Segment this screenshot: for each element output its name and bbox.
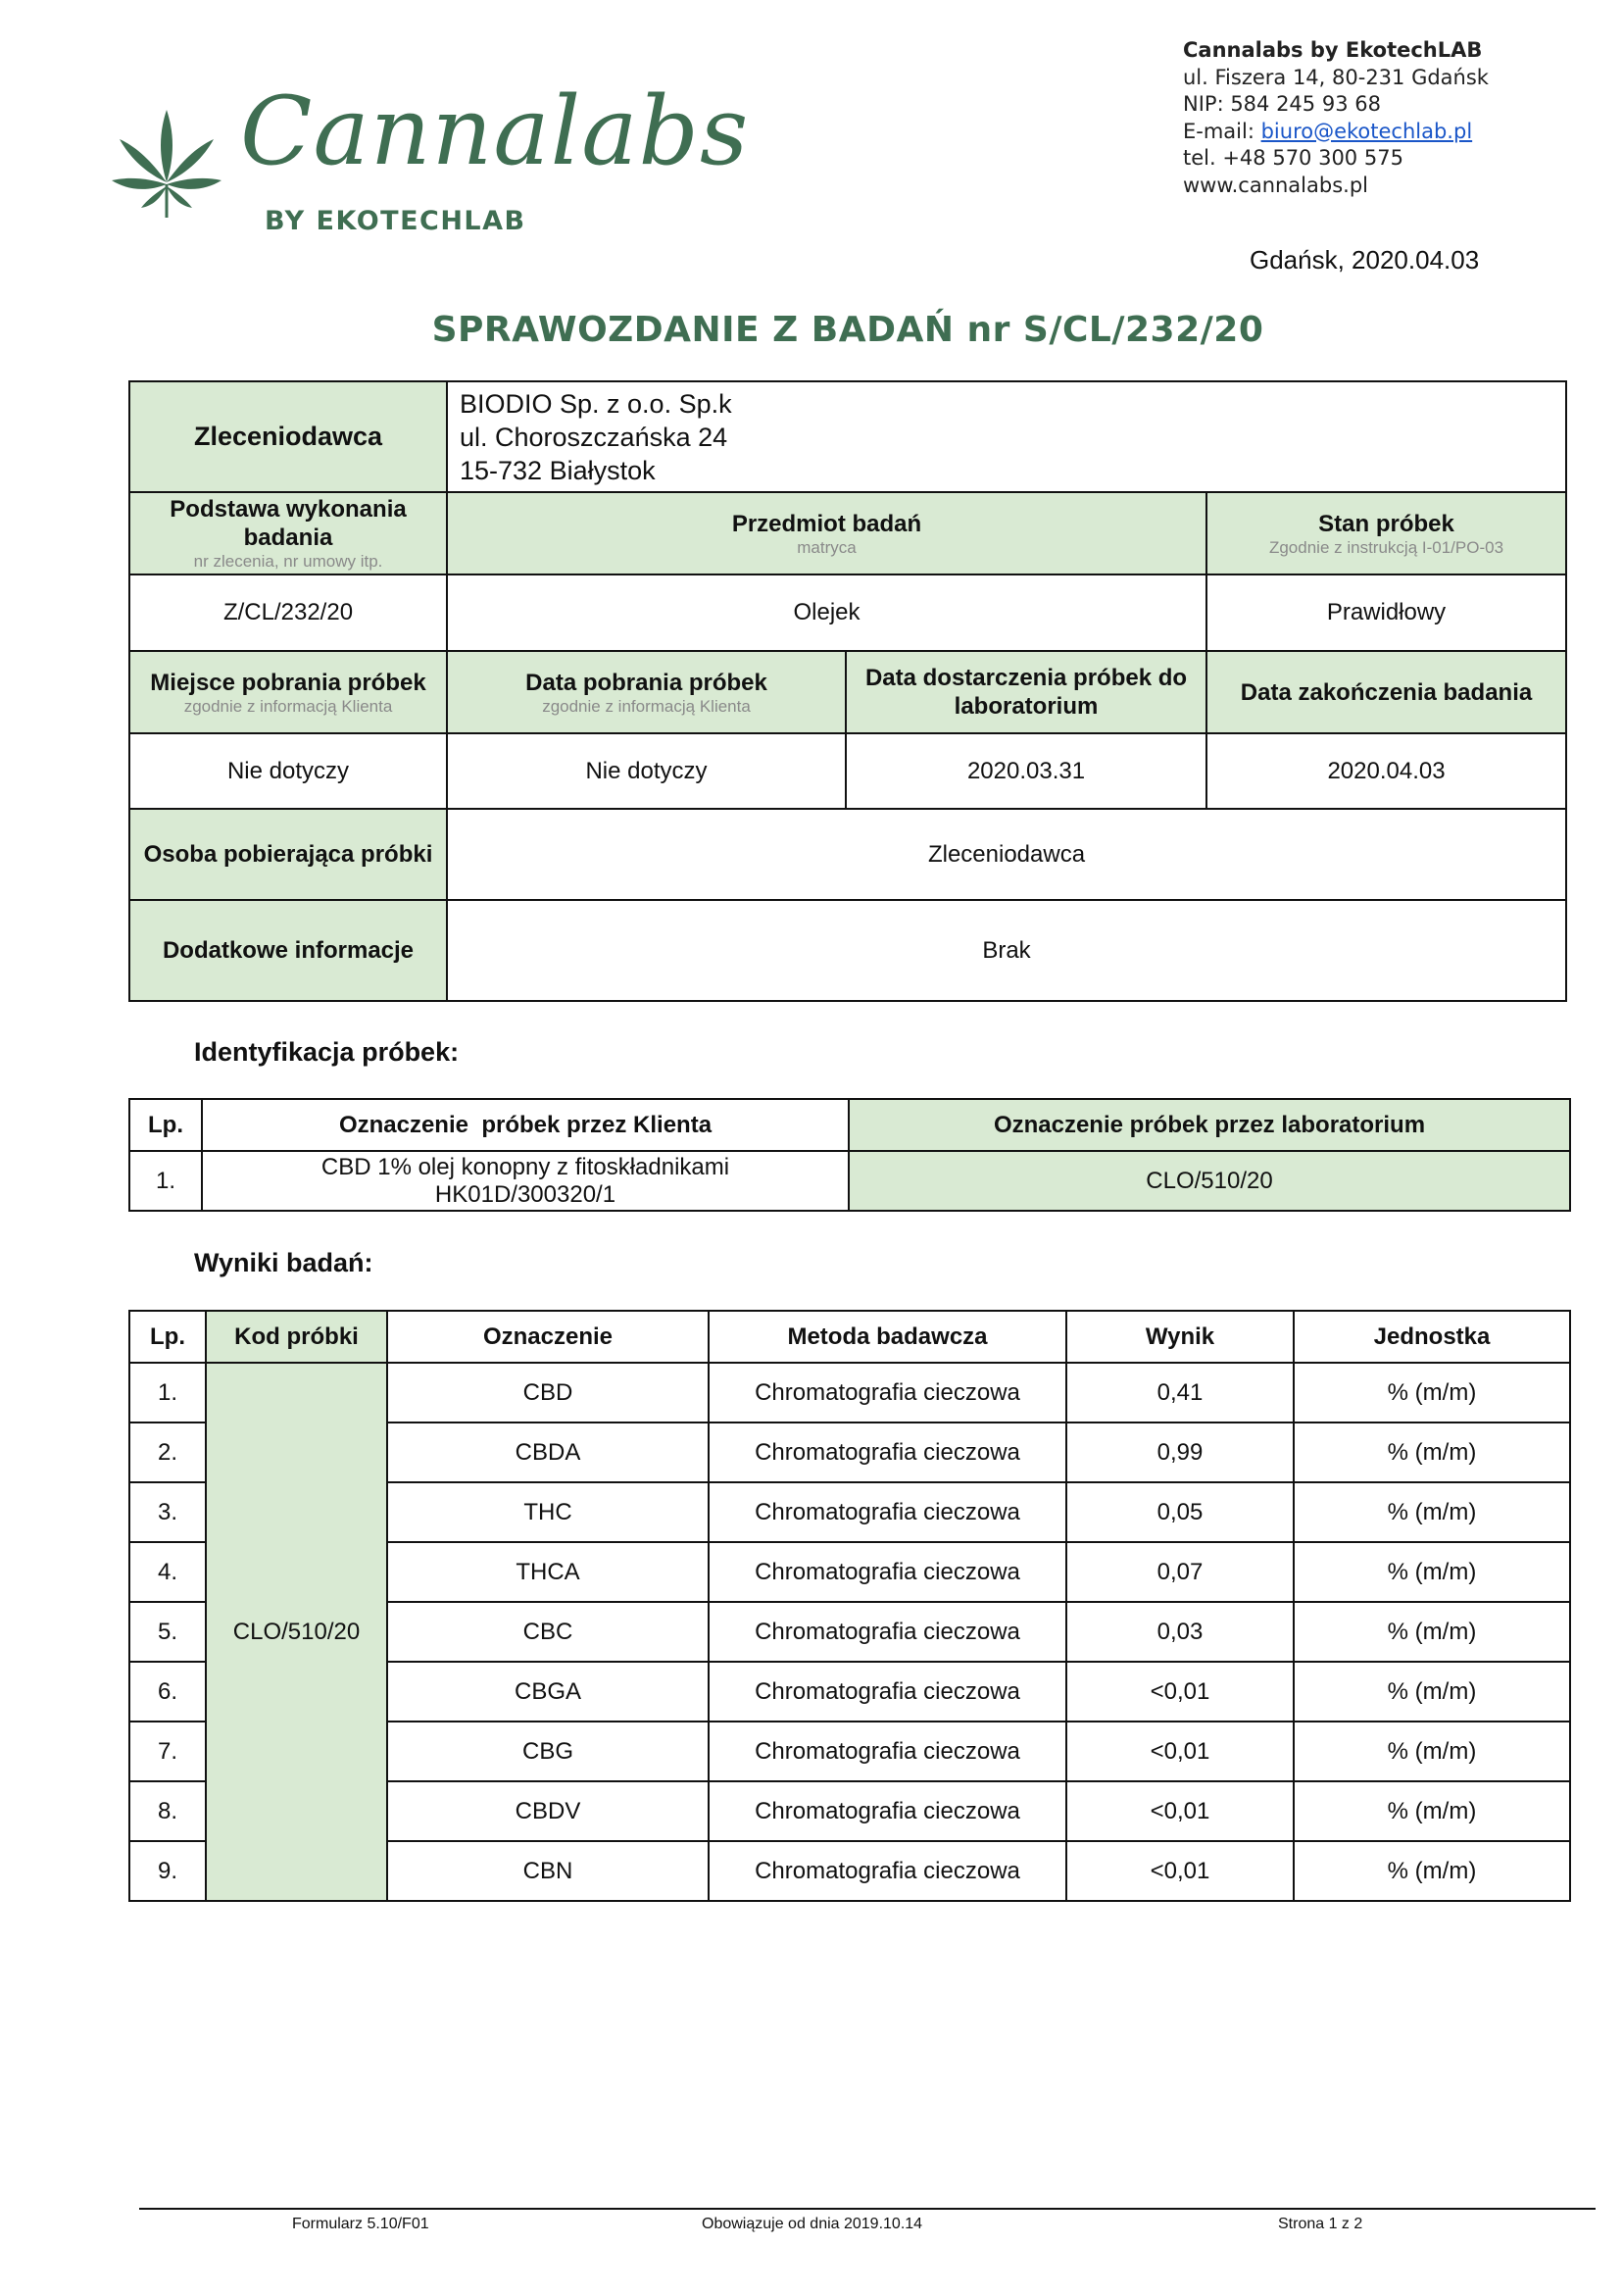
company-phone: tel. +48 570 300 575 xyxy=(1183,146,1403,170)
res-unit: % (m/m) xyxy=(1294,1662,1570,1722)
res-lp: 6. xyxy=(129,1662,206,1722)
res-lp: 3. xyxy=(129,1482,206,1542)
id-col-lab: Oznaczenie próbek przez laboratorium xyxy=(849,1099,1570,1151)
values-row-2 xyxy=(129,733,1566,809)
res-result: 0,41 xyxy=(1066,1363,1294,1423)
res-method: Chromatografia cieczowa xyxy=(709,1482,1066,1542)
res-lp: 2. xyxy=(129,1423,206,1482)
sampler-label xyxy=(129,809,447,900)
company-name: Cannalabs by EkotechLAB xyxy=(1183,38,1483,62)
id-client-mark-line-1: CBD 1% olej konopny z fitoskładnikami xyxy=(320,1153,730,1180)
identification-table xyxy=(128,1098,1571,1212)
id-client-mark xyxy=(202,1151,849,1211)
basis-value: Z/CL/232/20 xyxy=(129,574,447,651)
res-unit: % (m/m) xyxy=(1294,1423,1570,1482)
res-analyte: CBDA xyxy=(387,1423,709,1482)
additional-label: Dodatkowe informacje xyxy=(129,900,447,1001)
sampling-date-hint: zgodnie z informacją Klienta xyxy=(542,696,751,716)
res-col-method: Metoda badawcza xyxy=(709,1311,1066,1363)
res-analyte: THC xyxy=(387,1482,709,1542)
res-result: <0,01 xyxy=(1066,1841,1294,1901)
footer-divider xyxy=(139,2208,1596,2210)
client-value xyxy=(447,381,1566,492)
company-email-line xyxy=(1183,119,1489,146)
place-label: Miejsce pobrania próbek xyxy=(150,669,426,696)
res-unit: % (m/m) xyxy=(1294,1781,1570,1841)
id-col-lp: Lp. xyxy=(129,1099,202,1151)
footer-page-number: Strona 1 z 2 xyxy=(1278,2216,1363,2232)
results-header-row xyxy=(129,1311,1570,1363)
id-col-client: Oznaczenie próbek przez Klienta xyxy=(202,1099,849,1151)
end-date-header xyxy=(1206,651,1566,733)
res-result: <0,01 xyxy=(1066,1722,1294,1781)
res-col-result: Wynik xyxy=(1066,1311,1294,1363)
res-method: Chromatografia cieczowa xyxy=(709,1722,1066,1781)
subject-header xyxy=(447,492,1206,574)
res-unit: % (m/m) xyxy=(1294,1542,1570,1602)
cannabis-leaf-icon xyxy=(110,106,223,220)
values-row-1 xyxy=(129,574,1566,651)
sampler-value: Zleceniodawca xyxy=(447,809,1566,900)
delivery-header xyxy=(846,651,1206,733)
client-city: 15-732 Białystok xyxy=(460,455,656,485)
place-hint: zgodnie z informacją Klienta xyxy=(183,696,393,716)
results-heading: Wyniki badań: xyxy=(194,1248,373,1277)
results-table xyxy=(128,1310,1571,1902)
res-analyte: CBGA xyxy=(387,1662,709,1722)
res-lp: 9. xyxy=(129,1841,206,1901)
company-website: www.cannalabs.pl xyxy=(1183,173,1368,197)
company-nip: NIP: 584 245 93 68 xyxy=(1183,92,1381,116)
sampler-label-text: Osoba pobierająca próbki xyxy=(143,841,433,868)
res-analyte: CBDV xyxy=(387,1781,709,1841)
footer-valid-from: Obowiązuje od dnia 2019.10.14 xyxy=(702,2216,923,2232)
place-date: Gdańsk, 2020.04.03 xyxy=(1250,245,1480,275)
identification-header-row xyxy=(129,1099,1570,1151)
report-info-table xyxy=(128,380,1567,1002)
res-result: 0,05 xyxy=(1066,1482,1294,1542)
sampling-date-header xyxy=(447,651,846,733)
subject-hint: matryca xyxy=(797,537,857,557)
header-row-2 xyxy=(129,651,1566,733)
table-row xyxy=(129,1151,1570,1211)
res-unit: % (m/m) xyxy=(1294,1722,1570,1781)
place-value: Nie dotyczy xyxy=(129,733,447,809)
header-row-1 xyxy=(129,492,1566,574)
id-lp: 1. xyxy=(129,1151,202,1211)
res-lp: 1. xyxy=(129,1363,206,1423)
basis-header xyxy=(129,492,447,574)
client-name: BIODIO Sp. z o.o. Sp.k xyxy=(460,388,732,419)
subject-label: Przedmiot badań xyxy=(731,510,922,537)
res-method: Chromatografia cieczowa xyxy=(709,1602,1066,1662)
client-label: Zleceniodawca xyxy=(129,381,447,492)
client-row xyxy=(129,381,1566,492)
table-row xyxy=(129,1363,1570,1423)
basis-hint: nr zlecenia, nr umowy itp. xyxy=(193,552,383,571)
place-header xyxy=(129,651,447,733)
res-col-code: Kod próbki xyxy=(206,1311,387,1363)
email-label: E-mail: xyxy=(1183,119,1261,143)
identification-heading: Identyfikacja próbek: xyxy=(194,1037,460,1067)
res-result: <0,01 xyxy=(1066,1662,1294,1722)
delivery-value: 2020.03.31 xyxy=(846,733,1206,809)
res-analyte: CBD xyxy=(387,1363,709,1423)
company-address: ul. Fiszera 14, 80-231 Gdańsk xyxy=(1183,65,1489,89)
res-analyte: CBG xyxy=(387,1722,709,1781)
basis-label: Podstawa wykonania badania xyxy=(170,496,407,551)
res-result: 0,03 xyxy=(1066,1602,1294,1662)
additional-row xyxy=(129,900,1566,1001)
res-method: Chromatografia cieczowa xyxy=(709,1781,1066,1841)
res-unit: % (m/m) xyxy=(1294,1482,1570,1542)
logo-subtitle: BY EKOTECHLAB xyxy=(265,206,526,236)
res-unit: % (m/m) xyxy=(1294,1841,1570,1901)
res-lp: 4. xyxy=(129,1542,206,1602)
res-lp: 7. xyxy=(129,1722,206,1781)
res-method: Chromatografia cieczowa xyxy=(709,1363,1066,1423)
res-lp: 8. xyxy=(129,1781,206,1841)
res-analyte: CBC xyxy=(387,1602,709,1662)
end-date-label: Data zakończenia badania xyxy=(1240,678,1533,706)
logo-wordmark: Cannalabs xyxy=(240,76,750,186)
state-label: Stan próbek xyxy=(1318,510,1454,537)
report-title: SPRAWOZDANIE Z BADAŃ nr S/CL/232/20 xyxy=(431,310,1264,350)
res-analyte: THCA xyxy=(387,1542,709,1602)
sampling-date-label: Data pobrania próbek xyxy=(525,669,767,696)
res-result: 0,07 xyxy=(1066,1542,1294,1602)
res-col-unit: Jednostka xyxy=(1294,1311,1570,1363)
email-link[interactable]: biuro@ekotechlab.pl xyxy=(1260,119,1473,143)
res-result: 0,99 xyxy=(1066,1423,1294,1482)
res-sample-code: CLO/510/20 xyxy=(206,1363,387,1901)
footer-form: Formularz 5.10/F01 xyxy=(292,2216,429,2232)
id-client-mark-line-2: HK01D/300320/1 xyxy=(434,1180,616,1208)
res-unit: % (m/m) xyxy=(1294,1363,1570,1423)
res-col-lp: Lp. xyxy=(129,1311,206,1363)
client-street: ul. Choroszczańska 24 xyxy=(460,422,728,452)
delivery-label: Data dostarczenia próbek do laboratorium xyxy=(864,665,1188,720)
state-value: Prawidłowy xyxy=(1206,574,1566,651)
end-date-value: 2020.04.03 xyxy=(1206,733,1566,809)
res-lp: 5. xyxy=(129,1602,206,1662)
additional-value: Brak xyxy=(447,900,1566,1001)
state-hint: Zgodnie z instrukcją I-01/PO-03 xyxy=(1268,537,1504,557)
company-info xyxy=(1183,37,1489,199)
id-lab-mark: CLO/510/20 xyxy=(849,1151,1570,1211)
res-method: Chromatografia cieczowa xyxy=(709,1423,1066,1482)
sampling-date-value: Nie dotyczy xyxy=(447,733,846,809)
state-header xyxy=(1206,492,1566,574)
res-method: Chromatografia cieczowa xyxy=(709,1841,1066,1901)
subject-value: Olejek xyxy=(447,574,1206,651)
res-method: Chromatografia cieczowa xyxy=(709,1542,1066,1602)
res-unit: % (m/m) xyxy=(1294,1602,1570,1662)
res-result: <0,01 xyxy=(1066,1781,1294,1841)
res-col-analyte: Oznaczenie xyxy=(387,1311,709,1363)
sampler-row xyxy=(129,809,1566,900)
res-analyte: CBN xyxy=(387,1841,709,1901)
res-method: Chromatografia cieczowa xyxy=(709,1662,1066,1722)
